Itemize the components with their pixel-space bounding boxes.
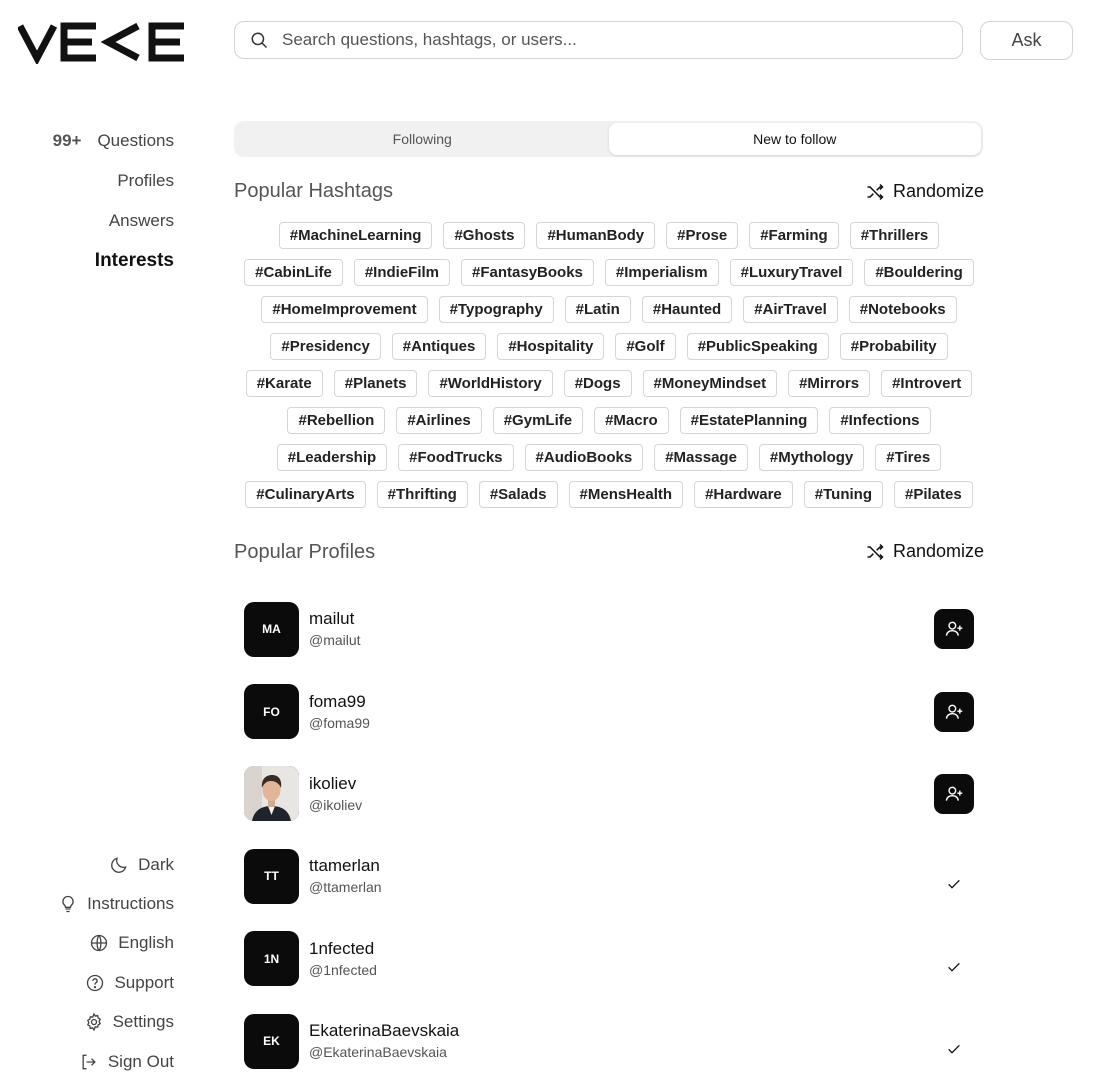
add-user-icon: [944, 702, 964, 722]
avatar[interactable]: [244, 602, 299, 657]
hashtag-row: [234, 259, 984, 296]
profile-row[interactable]: [244, 670, 974, 752]
avatar[interactable]: [244, 684, 299, 739]
profile-row[interactable]: [244, 1000, 974, 1082]
profile-info: [309, 938, 377, 980]
nav-item-interests[interactable]: [53, 248, 174, 288]
profile-handle: @EkaterinaBaevskaia: [309, 1044, 447, 1061]
profile-row[interactable]: [244, 918, 974, 1000]
hashtag-row: [234, 296, 984, 333]
hashtag-chip[interactable]: #Macro: [594, 407, 669, 434]
hashtag-chip[interactable]: #Tires: [875, 444, 941, 471]
hashtag-chip[interactable]: #LuxuryTravel: [730, 259, 854, 286]
hashtag-chip[interactable]: #CabinLife: [244, 259, 343, 286]
support-label: Support: [114, 972, 174, 992]
profile-name[interactable]: ikoliev: [309, 773, 357, 793]
hashtag-chip[interactable]: #Thrifting: [377, 481, 468, 508]
hashtag-cloud: [234, 222, 984, 518]
follow-button[interactable]: [934, 692, 974, 732]
add-user-icon: [944, 619, 964, 639]
randomize-label: Randomize: [892, 181, 984, 201]
hashtag-chip[interactable]: #WorldHistory: [428, 370, 552, 397]
profile-info: [309, 691, 370, 733]
profile-handle: @1nfected: [309, 961, 377, 978]
hashtag-chip[interactable]: #IndieFilm: [354, 259, 450, 286]
follow-button[interactable]: [934, 609, 974, 649]
tab-switcher: [234, 121, 983, 157]
avatar-initials: FO: [263, 704, 280, 719]
add-user-icon: [944, 784, 964, 804]
hashtag-chip[interactable]: #MensHealth: [569, 481, 684, 508]
hashtag-row: [234, 370, 984, 407]
avatar-initials: EK: [263, 1034, 280, 1049]
nav-label: Profiles: [117, 171, 174, 190]
randomize-hashtags-button[interactable]: [865, 181, 984, 202]
randomize-label: Randomize: [892, 541, 984, 561]
questions-count-badge: 99+: [52, 131, 82, 150]
hashtag-chip[interactable]: #Airlines: [396, 407, 481, 434]
lightbulb-icon: [58, 894, 78, 914]
profile-handle: @ikoliev: [309, 796, 363, 813]
hashtag-chip[interactable]: #AirTravel: [743, 296, 838, 323]
settings-link[interactable]: [58, 1003, 174, 1042]
hashtag-chip[interactable]: #HumanBody: [536, 222, 655, 249]
hashtag-row: [234, 444, 984, 481]
profile-name[interactable]: 1nfected: [309, 938, 375, 958]
hashtag-row: [234, 481, 984, 518]
shuffle-icon: [865, 542, 885, 562]
globe-icon: [89, 933, 109, 953]
profile-info: [309, 855, 382, 897]
hashtag-row: [234, 222, 984, 259]
hashtag-chip[interactable]: #Notebooks: [849, 296, 957, 323]
hashtag-chip[interactable]: #MoneyMindset: [643, 370, 778, 397]
hashtag-chip[interactable]: #Tuning: [804, 481, 883, 508]
nav-label: Questions: [97, 131, 174, 150]
nav-item-profiles[interactable]: [53, 168, 174, 208]
search-bar[interactable]: [234, 21, 963, 59]
support-link[interactable]: [58, 963, 174, 1002]
tab-new-to-follow[interactable]: New to follow: [609, 123, 982, 155]
tab-following[interactable]: Following: [392, 131, 452, 147]
hashtag-row: [234, 407, 984, 444]
hashtag-chip[interactable]: #Massage: [654, 444, 748, 471]
hashtag-chip[interactable]: #Latin: [565, 296, 631, 323]
hashtag-chip[interactable]: #Mirrors: [788, 370, 870, 397]
dark-label: Dark: [138, 854, 174, 874]
check-icon: [946, 876, 962, 892]
hashtag-chip[interactable]: #FoodTrucks: [398, 444, 513, 471]
avatar[interactable]: [244, 931, 299, 986]
veke-logo[interactable]: [18, 20, 186, 64]
hashtag-chip[interactable]: #Infections: [829, 407, 930, 434]
nav-label: Answers: [108, 211, 174, 230]
profile-name[interactable]: ttamerlan: [309, 856, 380, 876]
profile-info: [309, 608, 361, 650]
main-nav: [53, 128, 174, 288]
profile-name[interactable]: EkaterinaBaevskaia: [309, 1021, 460, 1041]
profile-row[interactable]: [244, 835, 974, 917]
follow-button[interactable]: [934, 774, 974, 814]
avatar-initials: 1N: [263, 951, 280, 966]
avatar-photo: [244, 766, 299, 821]
profile-info: [309, 773, 362, 815]
profile-name[interactable]: mailut: [309, 609, 355, 629]
bottom-nav: [58, 845, 174, 1081]
profile-handle: @foma99: [309, 714, 370, 731]
avatar[interactable]: [244, 849, 299, 904]
moon-icon: [109, 855, 129, 875]
check-icon: [946, 959, 962, 975]
hashtag-chip[interactable]: #Hospitality: [497, 333, 604, 360]
hashtag-chip[interactable]: #Introvert: [881, 370, 972, 397]
profile-row[interactable]: [244, 588, 974, 670]
hashtag-chip[interactable]: #Bouldering: [864, 259, 974, 286]
help-circle-icon: [85, 973, 105, 993]
hashtag-chip[interactable]: #Presidency: [270, 333, 380, 360]
sign-out-label: Sign Out: [107, 1051, 174, 1071]
hashtag-chip[interactable]: #Planets: [334, 370, 418, 397]
hashtag-chip[interactable]: #Probability: [840, 333, 948, 360]
dark-mode-toggle[interactable]: [58, 845, 174, 884]
nav-item-answers[interactable]: [53, 208, 174, 248]
search-input[interactable]: [280, 29, 962, 51]
hashtag-chip[interactable]: #HomeImprovement: [261, 296, 427, 323]
hashtag-chip[interactable]: #Karate: [246, 370, 323, 397]
hashtag-chip[interactable]: #Golf: [615, 333, 675, 360]
hashtag-chip[interactable]: #Leadership: [277, 444, 387, 471]
profiles-section-title: Popular Profiles: [234, 541, 376, 563]
hashtag-chip[interactable]: #Dogs: [564, 370, 632, 397]
hashtag-chip[interactable]: #AudioBooks: [525, 444, 644, 471]
gear-icon: [84, 1012, 104, 1032]
instructions-link[interactable]: [58, 884, 174, 923]
hashtag-chip[interactable]: #Hardware: [694, 481, 793, 508]
nav-item-questions[interactable]: [53, 128, 174, 168]
profile-row[interactable]: [244, 753, 974, 835]
hashtag-chip[interactable]: #EstatePlanning: [680, 407, 819, 434]
nav-label: Interests: [94, 250, 174, 271]
hashtag-chip[interactable]: #Mythology: [759, 444, 864, 471]
profile-info: [309, 1020, 459, 1062]
hashtag-chip[interactable]: #CulinaryArts: [245, 481, 365, 508]
hashtag-chip[interactable]: #Thrillers: [850, 222, 940, 249]
hashtag-chip[interactable]: #FantasyBooks: [461, 259, 594, 286]
hashtag-chip[interactable]: #Antiques: [392, 333, 487, 360]
avatar-initials: MA: [262, 622, 281, 637]
check-icon: [946, 1041, 962, 1057]
hashtag-chip[interactable]: #Prose: [666, 222, 738, 249]
settings-label: Settings: [112, 1012, 174, 1032]
instructions-label: Instructions: [87, 894, 174, 914]
ask-button[interactable]: Ask: [980, 21, 1073, 60]
hashtag-chip[interactable]: #Farming: [749, 222, 839, 249]
randomize-profiles-button[interactable]: [865, 541, 984, 562]
hashtag-chip[interactable]: #MachineLearning: [279, 222, 433, 249]
avatar-initials: TT: [264, 869, 279, 884]
profile-handle: @mailut: [309, 632, 361, 649]
hashtag-chip[interactable]: #Salads: [479, 481, 558, 508]
profile-name[interactable]: foma99: [309, 691, 366, 711]
sign-out-icon: [79, 1052, 99, 1072]
hashtag-chip[interactable]: #PublicSpeaking: [687, 333, 829, 360]
search-icon: [250, 31, 268, 49]
language-label: English: [118, 933, 174, 953]
hashtag-chip[interactable]: #Imperialism: [605, 259, 719, 286]
shuffle-icon: [865, 182, 885, 202]
hashtag-chip[interactable]: #Pilates: [894, 481, 973, 508]
hashtag-chip[interactable]: #Rebellion: [287, 407, 385, 434]
avatar[interactable]: [244, 1014, 299, 1069]
profile-handle: @ttamerlan: [309, 879, 382, 896]
avatar[interactable]: [244, 766, 299, 821]
language-selector[interactable]: [58, 924, 174, 963]
hashtag-chip[interactable]: #Ghosts: [443, 222, 525, 249]
hashtag-chip[interactable]: #GymLife: [493, 407, 583, 434]
hashtag-chip[interactable]: #Typography: [439, 296, 554, 323]
hashtag-chip[interactable]: #Haunted: [642, 296, 732, 323]
profile-list: [244, 588, 974, 1082]
hashtag-row: [234, 333, 984, 370]
sign-out-link[interactable]: [58, 1042, 174, 1081]
hashtags-section-title: Popular Hashtags: [234, 180, 393, 202]
